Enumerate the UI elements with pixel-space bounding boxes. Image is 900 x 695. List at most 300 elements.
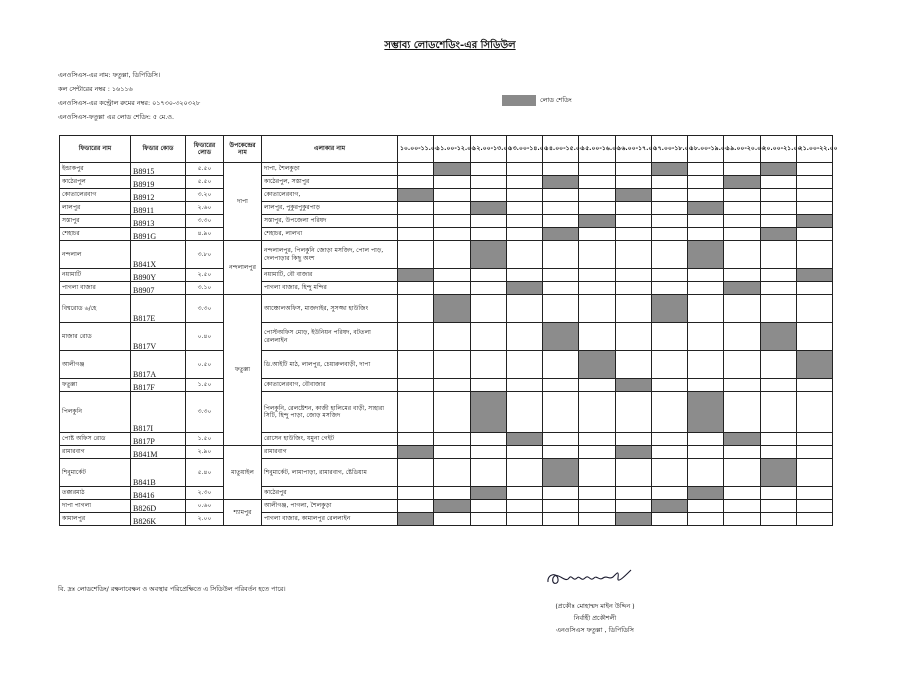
signatory-name: (প্রকৌঃ মোহাম্মদ মাইন উদ্দিন )	[555, 602, 635, 610]
feeder-load: ৩.৩০	[186, 295, 224, 323]
col-feeder-load: ফিডারের লোড	[186, 136, 224, 163]
slot-cell	[615, 500, 651, 513]
control-room-number: এনওসিএস-এর কন্ট্রোল রুমের নম্বর: ০১৭৩০-৩২০৩২৮	[58, 99, 201, 107]
slot-cell	[651, 269, 687, 282]
shedding-cell	[434, 500, 470, 513]
slot-cell	[398, 295, 434, 323]
feeder-name: পিলকুনি	[60, 392, 131, 433]
substation-name: নন্দলালপুর	[224, 241, 262, 295]
area-name: দাপা, শৈলকুড়া	[262, 163, 398, 176]
slot-cell	[651, 228, 687, 241]
shedding-cell	[724, 433, 760, 446]
slot-cell	[398, 215, 434, 228]
slot-cell	[760, 351, 796, 379]
slot-cell	[760, 433, 796, 446]
area-name: পিলকুনি, রেলষ্টেশন, কাজী হালিমের বাড়ী, সাহারা সিটি, হিন্দু পাড়া, জোড় মসজিদ	[262, 392, 398, 433]
col-slot: ১০.০০-১১.০০	[398, 136, 434, 163]
slot-cell	[579, 446, 615, 459]
feeder-load: ০.৬০	[186, 500, 224, 513]
area-name: লালপুর, পুকুরপুকুরপাড়	[262, 202, 398, 215]
slot-cell	[688, 323, 724, 351]
slot-cell	[796, 487, 832, 500]
slot-cell	[470, 295, 506, 323]
slot-cell	[615, 163, 651, 176]
slot-cell	[651, 215, 687, 228]
slot-cell	[688, 433, 724, 446]
slot-cell	[796, 241, 832, 269]
slot-cell	[796, 459, 832, 487]
table-row	[60, 513, 833, 526]
area-name: কাঠেরপুল, সস্তাপুর	[262, 176, 398, 189]
shedding-cell	[760, 163, 796, 176]
slot-cell	[796, 228, 832, 241]
slot-cell	[506, 295, 542, 323]
slot-cell	[651, 459, 687, 487]
slot-cell	[688, 176, 724, 189]
shedding-cell	[398, 269, 434, 282]
load-shedding-amount: এনওসিএস-ফতুল্লা এর লোড শেডিং: ৫ মে.ও.	[58, 113, 174, 121]
feeder-load: ৫.৫০	[186, 163, 224, 176]
feeder-name: তক্কারমাঠ	[60, 487, 131, 500]
col-slot: ১১.০০-১২.০০	[434, 136, 470, 163]
feeder-load: ১.৫০	[186, 433, 224, 446]
area-name: পোস্টঅফিস মোড়, ইউনিয়ন পরিষদ, বটতলা রেললাইন	[262, 323, 398, 351]
shedding-cell	[760, 323, 796, 351]
slot-cell	[615, 433, 651, 446]
slot-cell	[615, 282, 651, 295]
slot-cell	[724, 202, 760, 215]
shedding-cell	[543, 323, 579, 351]
feeder-name: রামারবাগ	[60, 446, 131, 459]
slot-cell	[688, 379, 724, 392]
slot-cell	[398, 500, 434, 513]
slot-cell	[434, 176, 470, 189]
slot-cell	[543, 282, 579, 295]
col-slot: ১৫.০০-১৬.০০	[579, 136, 615, 163]
shedding-cell	[398, 189, 434, 202]
slot-cell	[724, 500, 760, 513]
col-slot: ১৪.০০-১৫.০০	[543, 136, 579, 163]
shedding-cell	[398, 446, 434, 459]
slot-cell	[724, 392, 760, 433]
feeder-code: B8907	[131, 282, 186, 295]
feeder-code: B817V	[131, 323, 186, 351]
slot-cell	[543, 215, 579, 228]
substation-name: দাপা	[224, 163, 262, 241]
area-name: শিবুমার্কেট, লামাপাড়া, রামারবাগ, ষ্টেডিয়াম	[262, 459, 398, 487]
table-row	[60, 446, 833, 459]
shedding-cell	[615, 513, 651, 526]
slot-cell	[506, 487, 542, 500]
col-slot: ১৮.০০-১৯.০০	[688, 136, 724, 163]
page-title: সম্ভাব্য লোডশেডিং-এর সিডিউল	[384, 40, 516, 51]
table-row	[60, 500, 833, 513]
slot-cell	[724, 241, 760, 269]
shedding-cell	[398, 513, 434, 526]
area-name: আঞ্চোলঅফিস, মাজদাইর, সুসজ্জা হাউজিং	[262, 295, 398, 323]
slot-cell	[470, 379, 506, 392]
slot-cell	[470, 513, 506, 526]
slot-cell	[434, 487, 470, 500]
slot-cell	[651, 323, 687, 351]
shedding-cell	[796, 215, 832, 228]
slot-cell	[543, 202, 579, 215]
feeder-name: শিবুমার্কেট	[60, 459, 131, 487]
slot-cell	[651, 351, 687, 379]
feeder-name: কোতালেরবাগ	[60, 189, 131, 202]
slot-cell	[470, 189, 506, 202]
slot-cell	[760, 392, 796, 433]
slot-cell	[796, 282, 832, 295]
slot-cell	[543, 433, 579, 446]
feeder-load: ৩.১০	[186, 282, 224, 295]
slot-cell	[398, 433, 434, 446]
slot-cell	[579, 269, 615, 282]
slot-cell	[434, 189, 470, 202]
slot-cell	[543, 513, 579, 526]
col-slot: ২০.০০-২১.০০	[760, 136, 796, 163]
slot-cell	[506, 446, 542, 459]
area-name: সস্তাপুর, উপজেলা পরিষদ	[262, 215, 398, 228]
feeder-code: B8913	[131, 215, 186, 228]
signatory-office: এনওসিএস ফতুল্লা , ডিপিডিসি	[556, 626, 634, 634]
slot-cell	[398, 487, 434, 500]
slot-cell	[579, 459, 615, 487]
slot-cell	[615, 459, 651, 487]
col-feeder-code: ফিডার কোড	[131, 136, 186, 163]
slot-cell	[470, 215, 506, 228]
slot-cell	[398, 163, 434, 176]
slot-cell	[688, 189, 724, 202]
slot-cell	[796, 189, 832, 202]
slot-cell	[543, 392, 579, 433]
shedding-cell	[543, 176, 579, 189]
shedding-cell	[615, 379, 651, 392]
table-row	[60, 351, 833, 379]
slot-cell	[434, 392, 470, 433]
table-row	[60, 282, 833, 295]
shedding-cell	[543, 459, 579, 487]
slot-cell	[579, 392, 615, 433]
feeder-code: B841X	[131, 241, 186, 269]
area-name: রামারবাগ	[262, 446, 398, 459]
col-feeder-name: ফিডারের নাম	[60, 136, 131, 163]
slot-cell	[434, 215, 470, 228]
feeder-load: ৩.৮০	[186, 241, 224, 269]
slot-cell	[651, 513, 687, 526]
slot-cell	[615, 323, 651, 351]
feeder-code: B841B	[131, 459, 186, 487]
slot-cell	[579, 500, 615, 513]
slot-cell	[506, 513, 542, 526]
feeder-code: B817A	[131, 351, 186, 379]
signatory-title: নির্বাহী প্রকৌশলী	[573, 614, 617, 622]
slot-cell	[506, 500, 542, 513]
feeder-name: সস্তাপুর	[60, 215, 131, 228]
shedding-cell	[688, 392, 724, 433]
feeder-name: ফতুল্লা	[60, 379, 131, 392]
shedding-cell	[434, 163, 470, 176]
slot-cell	[651, 433, 687, 446]
shedding-cell	[579, 351, 615, 379]
slot-cell	[470, 433, 506, 446]
slot-cell	[506, 392, 542, 433]
feeder-name: নয়ামাটি	[60, 269, 131, 282]
slot-cell	[434, 351, 470, 379]
slot-cell	[651, 446, 687, 459]
slot-cell	[615, 215, 651, 228]
slot-cell	[434, 202, 470, 215]
table-row	[60, 163, 833, 176]
slot-cell	[724, 379, 760, 392]
signature-image	[545, 566, 635, 590]
slot-cell	[796, 379, 832, 392]
area-name: কাঠেরপুর	[262, 487, 398, 500]
slot-cell	[470, 446, 506, 459]
slot-cell	[398, 176, 434, 189]
slot-cell	[434, 379, 470, 392]
feeder-name: কামালপুর	[60, 513, 131, 526]
slot-cell	[506, 241, 542, 269]
shedding-cell	[651, 295, 687, 323]
slot-cell	[760, 513, 796, 526]
slot-cell	[434, 269, 470, 282]
slot-cell	[724, 228, 760, 241]
slot-cell	[688, 215, 724, 228]
substation-name: শ্যামপুর	[224, 500, 262, 526]
col-slot: ১৩.০০-১৪.০০	[506, 136, 542, 163]
area-name: ডি.আইটি মাঠ, লালপুর, চেয়ারুলবাড়ী, দাপা	[262, 351, 398, 379]
slot-cell	[651, 241, 687, 269]
slot-cell	[651, 176, 687, 189]
shedding-cell	[579, 215, 615, 228]
area-name: নন্দলালপুর, পিলকুনি জোড়া মসজিদ, পোল পাড়, দেলপাড়ার কিছু অংশ	[262, 241, 398, 269]
slot-cell	[543, 295, 579, 323]
slot-cell	[470, 500, 506, 513]
slot-cell	[506, 323, 542, 351]
feeder-code: B890Y	[131, 269, 186, 282]
col-substation: উপকেন্দ্রের নাম	[224, 136, 262, 163]
feeder-load: ২.৩০	[186, 487, 224, 500]
slot-cell	[724, 163, 760, 176]
area-name: পাগলা বাজার, হিন্দু মন্দির	[262, 282, 398, 295]
feeder-code: B891G	[131, 228, 186, 241]
slot-cell	[760, 269, 796, 282]
slot-cell	[724, 215, 760, 228]
slot-cell	[543, 379, 579, 392]
feeder-code: B817P	[131, 433, 186, 446]
slot-cell	[724, 189, 760, 202]
slot-cell	[579, 189, 615, 202]
slot-cell	[760, 446, 796, 459]
table-row	[60, 295, 833, 323]
slot-cell	[688, 513, 724, 526]
slot-cell	[724, 351, 760, 379]
area-name: নয়ামাটি, বৌ বাজার	[262, 269, 398, 282]
feeder-name: পোষ্ট অফিস রোড	[60, 433, 131, 446]
feeder-load: ৩.৩০	[186, 392, 224, 433]
shedding-cell	[506, 433, 542, 446]
shedding-cell	[688, 487, 724, 500]
shedding-cell	[796, 351, 832, 379]
col-slot: ১২.০০-১৩.০০	[470, 136, 506, 163]
table-row	[60, 487, 833, 500]
slot-cell	[470, 163, 506, 176]
slot-cell	[543, 500, 579, 513]
slot-cell	[688, 228, 724, 241]
area-name: কোতালেরবাগ, বৌবাজার	[262, 379, 398, 392]
shedding-cell	[760, 228, 796, 241]
slot-cell	[470, 269, 506, 282]
shedding-cell	[543, 228, 579, 241]
slot-cell	[470, 228, 506, 241]
col-slot: ১৯.০০-২০.০০	[724, 136, 760, 163]
feeder-load: ২.০০	[186, 513, 224, 526]
slot-cell	[796, 513, 832, 526]
shedding-cell	[688, 241, 724, 269]
feeder-load: ৪.৯০	[186, 228, 224, 241]
slot-cell	[760, 241, 796, 269]
table-row	[60, 269, 833, 282]
slot-cell	[398, 323, 434, 351]
feeder-load: ৫.৪০	[186, 459, 224, 487]
shedding-cell	[760, 459, 796, 487]
col-slot: ২১.০০-২২.০০	[796, 136, 832, 163]
feeder-code: B841M	[131, 446, 186, 459]
table-row	[60, 392, 833, 433]
shedding-cell	[651, 500, 687, 513]
slot-cell	[579, 228, 615, 241]
slot-cell	[615, 241, 651, 269]
slot-cell	[543, 189, 579, 202]
slot-cell	[724, 487, 760, 500]
slot-cell	[651, 282, 687, 295]
slot-cell	[506, 351, 542, 379]
slot-cell	[398, 392, 434, 433]
legend	[502, 95, 572, 106]
feeder-code: B8911	[131, 202, 186, 215]
legend-label: লোড শেডিং	[540, 96, 572, 104]
area-name: কোতালেরবাগ,	[262, 189, 398, 202]
slot-cell	[470, 351, 506, 379]
slot-cell	[724, 446, 760, 459]
slot-cell	[760, 379, 796, 392]
slot-cell	[796, 392, 832, 433]
slot-cell	[434, 323, 470, 351]
shedding-cell	[506, 282, 542, 295]
slot-cell	[434, 282, 470, 295]
shedding-cell	[615, 446, 651, 459]
shedding-cell	[688, 202, 724, 215]
shedding-cell	[724, 176, 760, 189]
schedule-table	[59, 135, 838, 526]
feeder-name: মাজার রোড	[60, 323, 131, 351]
slot-cell	[615, 487, 651, 500]
slot-cell	[760, 295, 796, 323]
area-name: আলীগঞ্জ, পাগলা, শৈলকুড়া	[262, 500, 398, 513]
table-row	[60, 176, 833, 189]
feeder-load: ৫.৫০	[186, 176, 224, 189]
slot-cell	[579, 295, 615, 323]
slot-cell	[543, 241, 579, 269]
slot-cell	[651, 202, 687, 215]
feeder-load: ৩.৩০	[186, 215, 224, 228]
feeder-code: B8915	[131, 163, 186, 176]
feeder-name: ইন্ডাকপুর	[60, 163, 131, 176]
slot-cell	[796, 446, 832, 459]
slot-cell	[398, 282, 434, 295]
footnote: বি. দ্রঃ লোডশেডিং/ রক্ষনাবেক্ষন ও অবস্থার পরিপ্রেক্ষিতে এ সিডিউল পরিবর্তন হতে পারে।	[58, 585, 286, 593]
slot-cell	[688, 500, 724, 513]
slot-cell	[796, 163, 832, 176]
slot-cell	[615, 269, 651, 282]
col-slot: ১৭.০০-১৮.০০	[651, 136, 687, 163]
slot-cell	[615, 228, 651, 241]
feeder-load: ২.৫০	[186, 269, 224, 282]
slot-cell	[760, 500, 796, 513]
feeder-load: ০.৪০	[186, 323, 224, 351]
slot-cell	[434, 446, 470, 459]
slot-cell	[760, 282, 796, 295]
table-row	[60, 228, 833, 241]
slot-cell	[651, 392, 687, 433]
slot-cell	[398, 459, 434, 487]
slot-cell	[688, 446, 724, 459]
slot-cell	[434, 241, 470, 269]
table-row	[60, 189, 833, 202]
slot-cell	[470, 459, 506, 487]
slot-cell	[543, 163, 579, 176]
feeder-load: ২.৬০	[186, 202, 224, 215]
slot-cell	[506, 215, 542, 228]
slot-cell	[579, 513, 615, 526]
slot-cell	[760, 487, 796, 500]
table-row	[60, 459, 833, 487]
slot-cell	[398, 202, 434, 215]
slot-cell	[579, 282, 615, 295]
slot-cell	[398, 228, 434, 241]
substation-name: ফতুল্লা	[224, 295, 262, 446]
shedding-cell	[615, 189, 651, 202]
slot-cell	[434, 513, 470, 526]
feeder-code: B817E	[131, 295, 186, 323]
feeder-load: ৩.২০	[186, 189, 224, 202]
area-name: রোসেন হাউজিং, যমুনা গেইট	[262, 433, 398, 446]
shedding-cell	[470, 241, 506, 269]
table-row	[60, 215, 833, 228]
table-row	[60, 379, 833, 392]
slot-cell	[688, 282, 724, 295]
feeder-name: শেহাচর	[60, 228, 131, 241]
feeder-code: B826D	[131, 500, 186, 513]
slot-cell	[398, 379, 434, 392]
table-row	[60, 433, 833, 446]
slot-cell	[760, 176, 796, 189]
slot-cell	[506, 379, 542, 392]
slot-cell	[796, 500, 832, 513]
slot-cell	[543, 487, 579, 500]
slot-cell	[579, 241, 615, 269]
slot-cell	[615, 392, 651, 433]
slot-cell	[651, 379, 687, 392]
feeder-name: নন্দলাল	[60, 241, 131, 269]
shedding-cell	[470, 487, 506, 500]
feeder-code: B8919	[131, 176, 186, 189]
slot-cell	[579, 487, 615, 500]
slot-cell	[796, 433, 832, 446]
slot-cell	[434, 228, 470, 241]
call-center-number: কল সেন্টারের নম্বর : ১৬১১৬	[58, 85, 133, 93]
